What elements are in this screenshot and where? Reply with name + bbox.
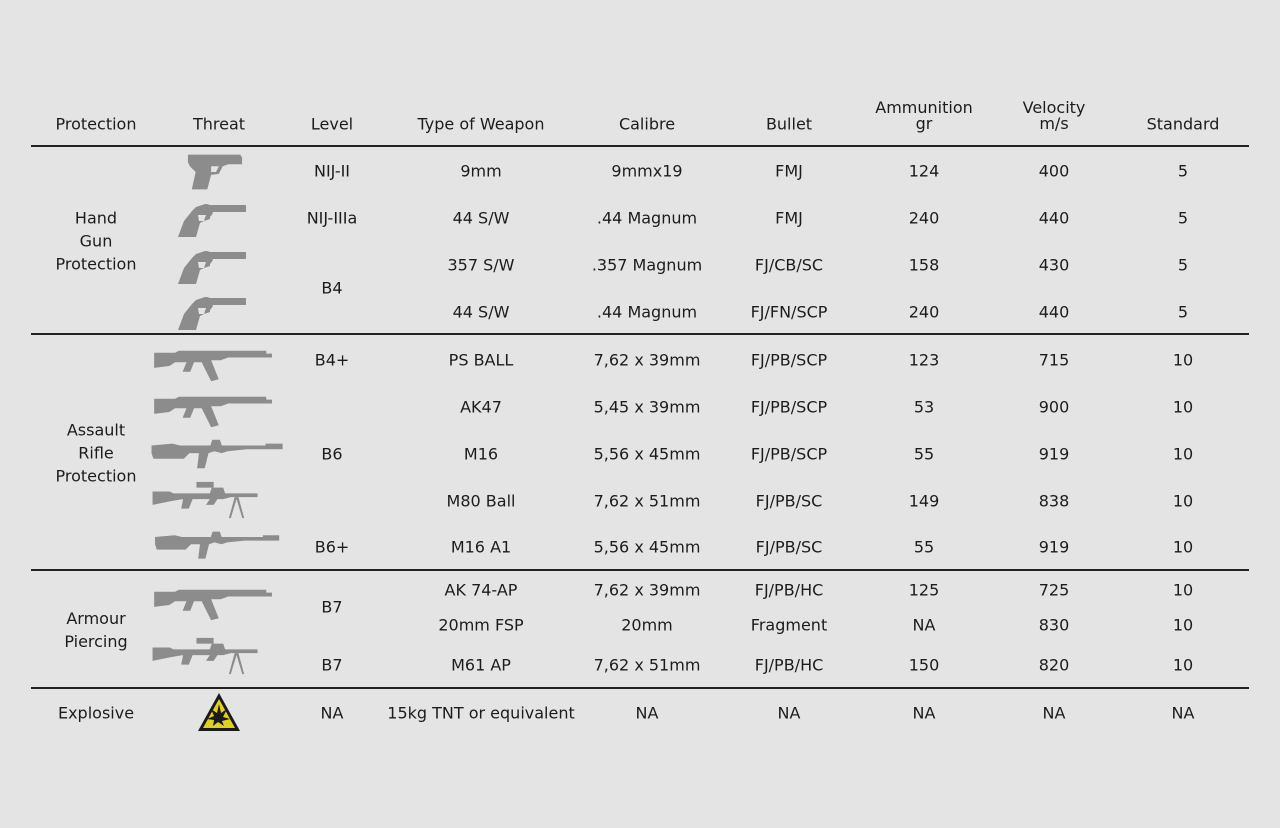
standard-cell: 10 bbox=[1172, 580, 1194, 600]
group-label-line: Gun bbox=[79, 231, 113, 251]
standard-cell: 10 bbox=[1172, 444, 1194, 464]
header-bullet: Bullet bbox=[765, 114, 813, 134]
calibre-cell: 7,62 x 51mm bbox=[593, 655, 701, 675]
group-label-line: Protection bbox=[55, 466, 137, 486]
calibre-cell: .357 Magnum bbox=[591, 255, 703, 275]
ammunition-cell: 123 bbox=[908, 350, 940, 370]
level-cell: B4+ bbox=[314, 350, 350, 370]
header-velocity bbox=[1023, 100, 1086, 132]
calibre-cell: 5,45 x 39mm bbox=[593, 397, 701, 417]
bullet-cell: FMJ bbox=[775, 161, 803, 181]
standard-cell: 10 bbox=[1172, 397, 1194, 417]
bullet-cell: FJ/PB/HC bbox=[754, 655, 824, 675]
header-velocity-line1: Velocity bbox=[1022, 98, 1086, 117]
velocity-cell: 440 bbox=[1038, 208, 1070, 228]
ammunition-cell: 124 bbox=[908, 161, 940, 181]
group-label-line: Rifle bbox=[78, 443, 114, 463]
group-label-line: Assault bbox=[66, 420, 126, 440]
bullet-cell: FJ/PB/SC bbox=[755, 537, 823, 557]
bullet-cell: NA bbox=[777, 703, 801, 723]
standard-cell: NA bbox=[1171, 703, 1195, 723]
group-label-assault-rifle bbox=[56, 419, 137, 488]
level-cell: B6+ bbox=[314, 537, 350, 557]
level-cell: NIJ-II bbox=[313, 161, 351, 181]
velocity-cell: 400 bbox=[1038, 161, 1070, 181]
machine-gun-icon bbox=[150, 636, 262, 678]
weapon-cell: AK47 bbox=[460, 397, 502, 417]
velocity-cell: 919 bbox=[1038, 444, 1070, 464]
header-calibre: Calibre bbox=[618, 114, 676, 134]
bullet-cell: FJ/CB/SC bbox=[754, 255, 824, 275]
header-velocity-line2: m/s bbox=[1039, 114, 1069, 133]
header-level: Level bbox=[310, 114, 354, 134]
standard-cell: 5 bbox=[1177, 302, 1189, 322]
calibre-cell: NA bbox=[635, 703, 659, 723]
weapon-cell: 44 S/W bbox=[452, 302, 510, 322]
ammunition-cell: 158 bbox=[908, 255, 940, 275]
group-divider bbox=[31, 569, 1249, 571]
group-label-line: Protection bbox=[55, 254, 137, 274]
ammunition-cell: 150 bbox=[908, 655, 940, 675]
level-cell: B7 bbox=[321, 597, 343, 617]
group-label-line: Piercing bbox=[64, 632, 128, 651]
weapon-cell: M16 bbox=[463, 444, 499, 464]
bullet-cell: Fragment bbox=[750, 615, 828, 635]
pistol-icon bbox=[186, 152, 244, 192]
bullet-cell: FJ/FN/SCP bbox=[750, 302, 828, 322]
ammunition-cell: 149 bbox=[908, 491, 940, 511]
weapon-cell: AK 74-AP bbox=[444, 580, 518, 600]
group-divider bbox=[31, 687, 1249, 689]
header-protection: Protection bbox=[55, 114, 137, 134]
ammunition-cell: 240 bbox=[908, 208, 940, 228]
calibre-cell: 5,56 x 45mm bbox=[593, 444, 701, 464]
revolver-icon bbox=[174, 199, 250, 239]
standard-cell: 5 bbox=[1177, 255, 1189, 275]
ammunition-cell: 55 bbox=[913, 444, 935, 464]
level-cell: B6 bbox=[321, 444, 343, 464]
ammunition-cell: 53 bbox=[913, 397, 935, 417]
velocity-cell: 430 bbox=[1038, 255, 1070, 275]
weapon-cell: 20mm FSP bbox=[438, 615, 524, 635]
ammunition-cell: 55 bbox=[913, 537, 935, 557]
revolver-icon bbox=[174, 246, 250, 286]
velocity-cell: 820 bbox=[1038, 655, 1070, 675]
bullet-cell: FJ/PB/SCP bbox=[750, 350, 828, 370]
group-label-hand-gun bbox=[56, 207, 137, 276]
calibre-cell: 20mm bbox=[621, 615, 673, 635]
calibre-cell: 9mmx19 bbox=[611, 161, 683, 181]
revolver-icon bbox=[174, 292, 250, 332]
bullet-cell: FJ/PB/SC bbox=[755, 491, 823, 511]
bullet-cell: FJ/PB/HC bbox=[754, 580, 824, 600]
m16-rifle-icon bbox=[148, 436, 288, 474]
level-cell: NIJ-IIIa bbox=[306, 208, 358, 228]
standard-cell: 5 bbox=[1177, 208, 1189, 228]
weapon-cell: 9mm bbox=[460, 161, 502, 181]
weapon-cell: M61 AP bbox=[451, 655, 511, 675]
explosive-warning-icon bbox=[196, 691, 242, 733]
header-ammunition bbox=[875, 100, 973, 132]
ak-rifle-icon bbox=[150, 347, 278, 385]
bullet-cell: FJ/PB/SCP bbox=[750, 397, 828, 417]
bullet-cell: FJ/PB/SCP bbox=[750, 444, 828, 464]
machine-gun-icon bbox=[150, 480, 262, 522]
velocity-cell: 440 bbox=[1038, 302, 1070, 322]
standard-cell: 10 bbox=[1172, 537, 1194, 557]
ak-rifle-icon bbox=[150, 586, 278, 624]
weapon-cell: PS BALL bbox=[448, 350, 514, 370]
velocity-cell: 830 bbox=[1038, 615, 1070, 635]
level-cell: B7 bbox=[321, 655, 343, 675]
group-label-line: Hand bbox=[74, 208, 118, 228]
m16-rifle-icon bbox=[148, 528, 288, 564]
group-label-line: Armour bbox=[66, 609, 126, 628]
calibre-cell: 7,62 x 39mm bbox=[593, 580, 701, 600]
velocity-cell: 715 bbox=[1038, 350, 1070, 370]
group-label-explosive: Explosive bbox=[57, 703, 135, 723]
standard-cell: 10 bbox=[1172, 615, 1194, 635]
calibre-cell: 7,62 x 51mm bbox=[593, 491, 701, 511]
standard-cell: 10 bbox=[1172, 655, 1194, 675]
header-threat: Threat bbox=[192, 114, 246, 134]
header-rule bbox=[31, 145, 1249, 147]
ammunition-cell: NA bbox=[912, 615, 936, 635]
calibre-cell: 7,62 x 39mm bbox=[593, 350, 701, 370]
velocity-cell: 919 bbox=[1038, 537, 1070, 557]
header-ammunition-line1: Ammunition bbox=[875, 98, 973, 117]
weapon-cell: 44 S/W bbox=[452, 208, 510, 228]
weapon-cell: 15kg TNT or equivalent bbox=[387, 703, 575, 723]
calibre-cell: .44 Magnum bbox=[596, 302, 698, 322]
ammunition-cell: NA bbox=[912, 703, 936, 723]
group-divider bbox=[31, 333, 1249, 335]
ak-rifle-icon bbox=[150, 393, 278, 431]
weapon-cell: M80 Ball bbox=[446, 491, 516, 511]
calibre-cell: .44 Magnum bbox=[596, 208, 698, 228]
header-ammunition-line2: gr bbox=[915, 114, 933, 133]
header-standard: Standard bbox=[1146, 114, 1220, 134]
group-label-armour-piercing bbox=[64, 607, 127, 653]
standard-cell: 10 bbox=[1172, 350, 1194, 370]
level-cell: NA bbox=[320, 703, 344, 723]
calibre-cell: 5,56 x 45mm bbox=[593, 537, 701, 557]
weapon-cell: M16 A1 bbox=[450, 537, 512, 557]
weapon-cell: 357 S/W bbox=[447, 255, 515, 275]
standard-cell: 10 bbox=[1172, 491, 1194, 511]
ammunition-cell: 125 bbox=[908, 580, 940, 600]
header-weapon: Type of Weapon bbox=[417, 114, 545, 134]
bullet-cell: FMJ bbox=[775, 208, 803, 228]
level-cell: B4 bbox=[321, 278, 343, 298]
velocity-cell: NA bbox=[1042, 703, 1066, 723]
velocity-cell: 725 bbox=[1038, 580, 1070, 600]
standard-cell: 5 bbox=[1177, 161, 1189, 181]
ammunition-cell: 240 bbox=[908, 302, 940, 322]
velocity-cell: 838 bbox=[1038, 491, 1070, 511]
velocity-cell: 900 bbox=[1038, 397, 1070, 417]
